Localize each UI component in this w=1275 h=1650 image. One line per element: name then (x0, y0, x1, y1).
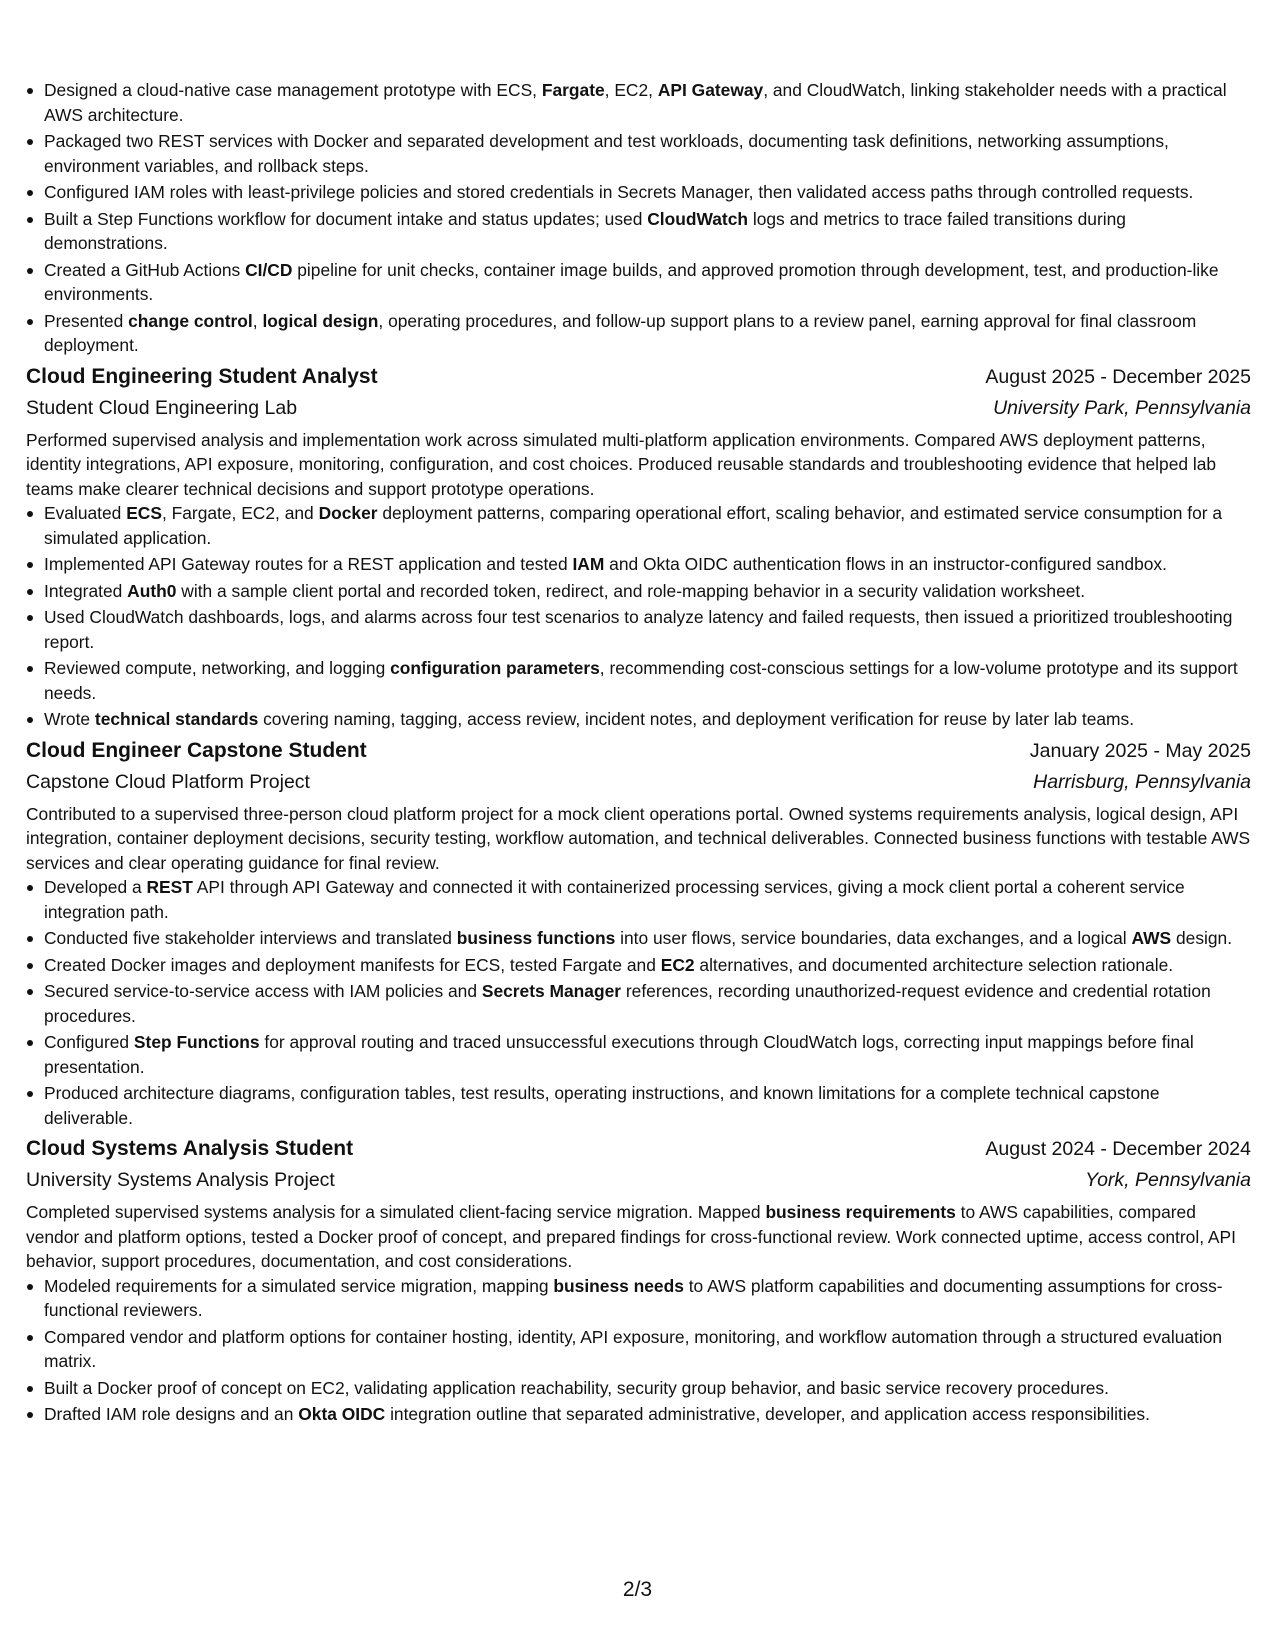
text-segment: Performed supervised analysis and implementation work across simulated multi-platform application environments. Compared AWS deployment patterns, identity integrations, API exposure, monitoring, configuration, and cost choices. Produced reusable standards and troubleshooting evidence that helped lab teams make clearer technical decisions and support prototype operations. (26, 429, 1217, 499)
job-summary (26, 1200, 1251, 1274)
text-segment: Secured service-to-service access with IAM policies and (44, 981, 482, 1001)
bold-keyword: business needs (553, 1275, 684, 1296)
bullet-item (26, 579, 1251, 604)
bold-keyword: change control (128, 310, 253, 331)
text-segment: Configured (44, 1032, 134, 1052)
bold-keyword: EC2 (660, 954, 695, 975)
text-segment: Conducted five stakeholder interviews and translated (44, 928, 457, 948)
text-segment: Built a Docker proof of concept on EC2, validating application reachability, security group behavior, and basic service recovery procedures. (44, 1377, 1109, 1398)
job-entry (26, 1134, 1251, 1427)
text-segment: deployment patterns, comparing operational effort, scaling behavior, and estimated service consumption for a simulated application. (44, 503, 1223, 548)
text-segment: Packaged two REST services with Docker and separated development and test workloads, documenting task definitions, networking assumptions, environment variables, and rollback steps. (44, 131, 1169, 176)
bullet-item (26, 926, 1251, 951)
experience-section (26, 362, 1251, 1427)
text-segment: , recommending cost-conscious settings for a low-volume prototype and its support needs. (44, 658, 1238, 703)
job-dates: August 2025 - December 2025 (985, 365, 1251, 388)
text-segment: Completed supervised systems analysis for a simulated client-facing service migration. Mapped (26, 1202, 766, 1222)
bold-keyword: business functions (456, 928, 616, 948)
job-dates: January 2025 - May 2025 (1029, 739, 1251, 762)
bullet-item (26, 552, 1251, 577)
text-segment: references, recording unauthorized-request evidence and credential rotation procedures. (44, 981, 1211, 1026)
text-segment: Developed a (44, 877, 147, 897)
text-segment: covering naming, tagging, access review, incident notes, and deployment verification for reuse by later lab teams. (258, 709, 1135, 729)
text-segment: logs and metrics to trace failed transitions during demonstrations. (44, 208, 1126, 253)
bullet-item (26, 1376, 1251, 1401)
job-bullet-list (26, 875, 1251, 1130)
bold-keyword: Okta OIDC (298, 1404, 386, 1424)
job-header (26, 1134, 1251, 1164)
bold-keyword: configuration parameters (390, 658, 600, 678)
text-segment: Modeled requirements for a simulated service migration, mapping (44, 1275, 554, 1296)
bold-keyword: API Gateway (657, 80, 764, 100)
bullet-item (26, 1030, 1251, 1079)
bold-keyword: REST (146, 877, 193, 897)
bullet-item (26, 656, 1251, 705)
bold-keyword: business requirements (765, 1202, 956, 1222)
bullet-item (26, 1325, 1251, 1374)
bullet-item (26, 1081, 1251, 1130)
text-segment: Integrated (44, 580, 128, 601)
text-segment: with a sample client portal and recorded token, redirect, and role-mapping behavior in a security validation worksheet. (176, 580, 1086, 601)
bold-keyword: Step Functions (133, 1032, 260, 1052)
text-segment: Evaluated (44, 503, 127, 523)
bullet-item (26, 953, 1251, 978)
bold-keyword: Docker (318, 503, 378, 523)
text-segment: Presented (44, 310, 129, 331)
bold-keyword: Secrets Manager (481, 981, 622, 1001)
intro-bullet-list (26, 78, 1251, 358)
text-segment: , EC2, (604, 80, 658, 100)
bullet-item (26, 129, 1251, 178)
text-segment: , (252, 310, 263, 331)
job-bullet-list (26, 1274, 1251, 1427)
bold-keyword: AWS (1131, 928, 1172, 948)
text-segment: Used CloudWatch dashboards, logs, and alarms across four test scenarios to analyze latency and failed requests, then issued a prioritized troubleshooting report. (44, 607, 1233, 652)
job-organization: Student Cloud Engineering Lab (26, 396, 298, 419)
text-segment: alternatives, and documented architecture selection rationale. (694, 954, 1174, 975)
job-organization: University Systems Analysis Project (26, 1169, 335, 1191)
job-header (26, 362, 1251, 392)
text-segment: , and CloudWatch, linking stakeholder needs with a practical AWS architecture. (44, 80, 1227, 125)
bullet-item (26, 605, 1251, 654)
job-entry (26, 362, 1251, 732)
job-bullet-list (26, 501, 1251, 732)
text-segment: into user flows, service boundaries, data exchanges, and a logical (615, 928, 1132, 948)
text-segment: Wrote (44, 709, 95, 729)
job-organization: Capstone Cloud Platform Project (26, 770, 310, 793)
text-segment: integration outline that separated administrative, developer, and application access responsibilities. (385, 1404, 1150, 1424)
bullet-item (26, 258, 1251, 307)
job-title: Cloud Engineering Student Analyst (26, 364, 378, 388)
text-segment: Implemented API Gateway routes for a REST application and tested (44, 554, 573, 574)
job-location: University Park, Pennsylvania (993, 396, 1251, 419)
bold-keyword: Auth0 (127, 580, 177, 601)
job-dates: August 2024 - December 2024 (985, 1138, 1251, 1160)
job-subheader (26, 1166, 1251, 1194)
bullet-item (26, 78, 1251, 127)
text-segment: , Fargate, EC2, and (161, 503, 319, 523)
text-segment: Designed a cloud-native case management prototype with ECS, (44, 80, 542, 100)
bold-keyword: logical design (262, 310, 379, 331)
bold-keyword: IAM (572, 554, 605, 574)
text-segment: to AWS capabilities, compared vendor and platform options, tested a Docker proof of concept, and prepared findings for cross-functional review. Work connected uptime, access control, API behavior, support procedures, documentation, and cost considerations. (26, 1202, 1236, 1271)
job-location: Harrisburg, Pennsylvania (1033, 770, 1251, 793)
text-segment: Compared vendor and platform options for container hosting, identity, API exposure, monitoring, and workflow automation through a structured evaluation matrix. (44, 1326, 1223, 1371)
job-header (26, 736, 1251, 766)
page-content (26, 78, 1251, 1429)
job-summary (26, 802, 1251, 876)
job-title: Cloud Systems Analysis Student (26, 1137, 354, 1160)
bullet-item (26, 707, 1251, 732)
bold-keyword: Fargate (541, 80, 605, 100)
job-entry (26, 736, 1251, 1131)
text-segment: Created Docker images and deployment manifests for ECS, tested Fargate and (44, 954, 661, 975)
bold-keyword: technical standards (94, 709, 259, 729)
bullet-item (26, 207, 1251, 256)
bullet-item (26, 180, 1251, 205)
bullet-item (26, 501, 1251, 550)
text-segment: Created a GitHub Actions (44, 259, 246, 280)
bullet-item (26, 1402, 1251, 1427)
page-number: 2/3 (622, 1578, 653, 1601)
bullet-item (26, 979, 1251, 1028)
job-subheader (26, 768, 1251, 796)
job-title: Cloud Engineer Capstone Student (26, 738, 367, 762)
text-segment: for approval routing and traced unsuccessful executions through CloudWatch logs, correcting input mappings before final presentation. (44, 1032, 1194, 1077)
bold-keyword: CI/CD (245, 259, 293, 280)
text-segment: Drafted IAM role designs and an (44, 1404, 299, 1424)
text-segment: to AWS platform capabilities and documenting assumptions for cross-functional reviewers. (44, 1275, 1223, 1320)
bullet-item (26, 1274, 1251, 1323)
job-subheader (26, 394, 1251, 422)
text-segment: , operating procedures, and follow-up support plans to a review panel, earning approval for final classroom deployment. (44, 310, 1197, 355)
bullet-item (26, 309, 1251, 358)
text-segment: API through API Gateway and connected it with containerized processing services, giving a mock client portal a coherent service integration path. (44, 877, 1185, 922)
text-segment: Configured IAM roles with least-privilege policies and stored credentials in Secrets Manager, then validated access paths through controlled requests. (44, 182, 1194, 202)
text-segment: Reviewed compute, networking, and logging (44, 658, 391, 678)
text-segment: and Okta OIDC authentication flows in an instructor-configured sandbox. (604, 554, 1167, 574)
bold-keyword: CloudWatch (647, 208, 749, 229)
text-segment: Built a Step Functions workflow for document intake and status updates; used (44, 208, 648, 229)
text-segment: design. (1171, 928, 1233, 948)
job-summary (26, 428, 1251, 502)
text-segment: Contributed to a supervised three-person cloud platform project for a mock client operations portal. Owned systems requirements analysis, logical design, API integration, container deployment decisions, security testing, workflow automation, and technical deliverables. Connected business functions with testable AWS services and clear operating guidance for final review. (26, 803, 1251, 873)
job-location: York, Pennsylvania (1085, 1169, 1251, 1191)
text-segment: Produced architecture diagrams, configuration tables, test results, operating instructions, and known limitations for a complete technical capstone deliverable. (44, 1083, 1160, 1128)
bullet-item (26, 875, 1251, 924)
text-segment: pipeline for unit checks, container image builds, and approved promotion through development, test, and production-like environments. (44, 259, 1219, 304)
bold-keyword: ECS (126, 503, 162, 523)
